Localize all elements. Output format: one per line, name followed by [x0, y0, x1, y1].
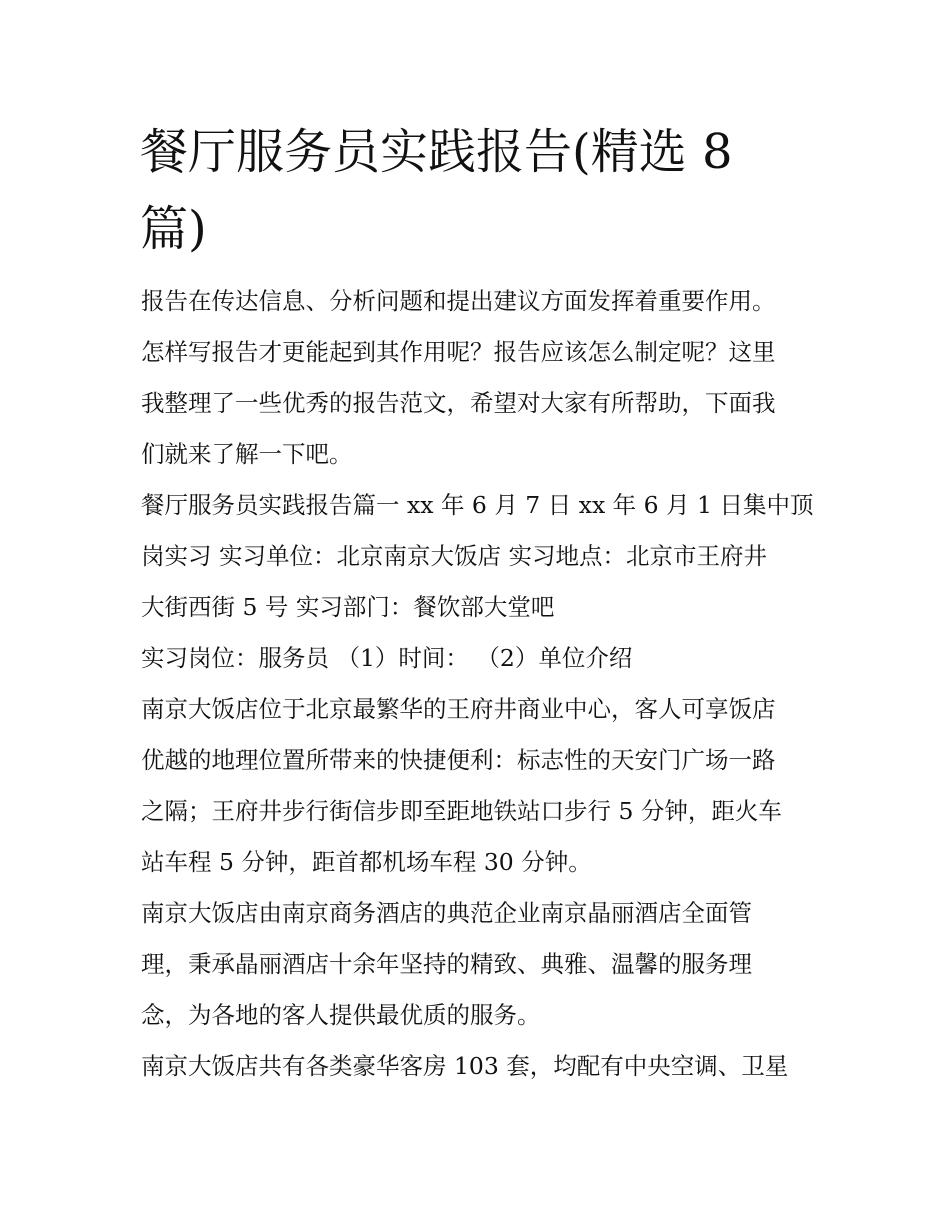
body-line: 念，为各地的客人提供最优质的服务。	[141, 1001, 541, 1029]
body-line: 餐厅服务员实践报告篇一 xx 年 6 月 7 日 xx 年 6 月 1 日集中顶	[141, 491, 814, 519]
body-line: 报告在传达信息、分析问题和提出建议方面发挥着重要作用。	[141, 287, 776, 315]
body-line: 我整理了一些优秀的报告范文，希望对大家有所帮助，下面我	[141, 389, 776, 417]
document-body	[141, 276, 821, 1092]
body-line: 站车程 5 分钟，距首都机场车程 30 分钟。	[141, 848, 592, 876]
body-line: 们就来了解一下吧。	[141, 440, 353, 468]
body-line: 大街西街 5 号 实习部门：餐饮部大堂吧	[141, 593, 555, 621]
body-line: 南京大饭店由南京商务酒店的典范企业南京晶丽酒店全面管	[141, 899, 752, 927]
body-line: 之隔；王府井步行街信步即至距地铁站口步行 5 分钟，距火车	[141, 797, 782, 825]
body-line: 南京大饭店位于北京最繁华的王府井商业中心，客人可享饭店	[141, 695, 776, 723]
title-line-2: 篇)	[140, 201, 207, 257]
title-line-1: 餐厅服务员实践报告(精选 8	[140, 124, 733, 180]
document-title	[140, 114, 820, 268]
body-line: 理，秉承晶丽酒店十余年坚持的精致、典雅、温馨的服务理	[141, 950, 752, 978]
body-line: 优越的地理位置所带来的快捷便利：标志性的天安门广场一路	[141, 746, 776, 774]
body-line: 南京大饭店共有各类豪华客房 103 套，均配有中央空调、卫星	[141, 1052, 789, 1080]
body-line: 怎样写报告才更能起到其作用呢？报告应该怎么制定呢？这里	[141, 338, 776, 366]
body-line: 岗实习 实习单位：北京南京大饭店 实习地点：北京市王府井	[141, 542, 767, 570]
body-line: 实习岗位：服务员 （1）时间： （2）单位介绍	[141, 644, 633, 672]
